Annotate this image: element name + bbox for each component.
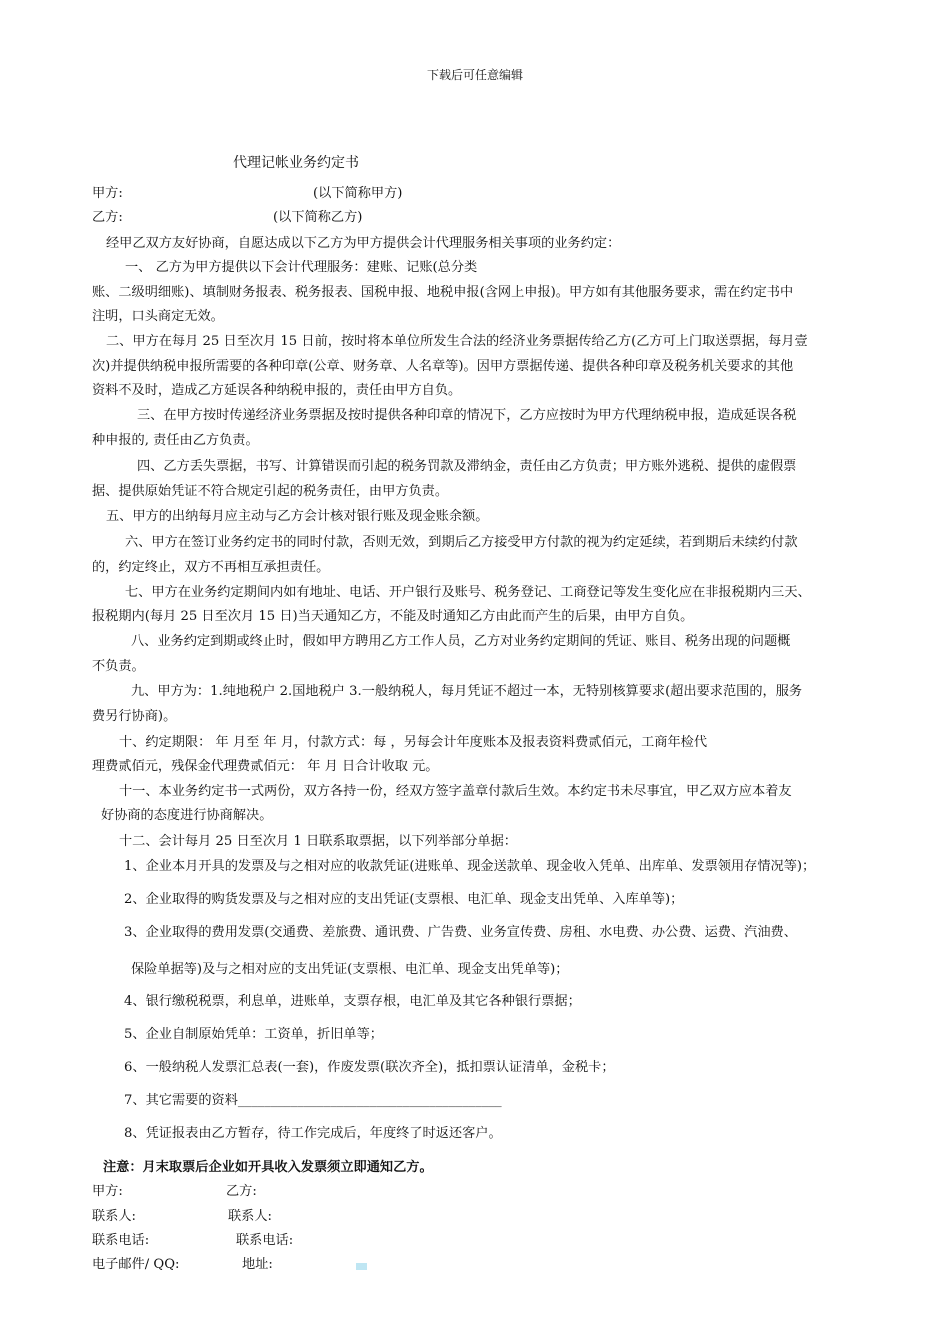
clause-1-line: 账、二级明细账)、填制财务报表、税务报表、国税申报、地税申报(含网上申报)。甲方如有其他服务要求，需在约定书中	[92, 285, 794, 300]
notice-text: 注意：月末取票后企业如开具收入发票须立即通知乙方。	[103, 1160, 433, 1175]
clause-5-line: 五、甲方的出纳每月应主动与乙方会计核对银行账及现金账余额。	[106, 509, 489, 524]
page-header: 下载后可任意编辑	[426, 68, 523, 82]
clause-10-line: 十、约定期限： 年 月至 年 月，付款方式：每 ，另每会计年度账本及报表资料费贰佰元，工商年检代	[119, 735, 708, 750]
clause-1-line: 一、 乙方为甲方提供以下会计代理服务：建账、记账(总分类	[125, 260, 478, 275]
signature-contact-a: 联系人:	[92, 1209, 137, 1224]
signature-contact-b: 联系人:	[228, 1209, 273, 1224]
party-a-note: (以下简称甲方)	[313, 186, 403, 201]
clause-4-line: 据、提供原始凭证不符合规定引起的税务责任，由甲方负责。	[92, 484, 449, 499]
signature-party-b: 乙方:	[226, 1184, 257, 1199]
clause-10-line: 理费贰佰元，残保金代理费贰佰元： 年 月 日合计收取 元。	[92, 759, 439, 774]
clause-8-line: 不负责。	[92, 659, 145, 674]
document-list-item: 6、一般纳税人发票汇总表(一套)，作废发票(联次齐全)，抵扣票认证清单，金税卡；	[124, 1060, 615, 1075]
clause-8-line: 八、业务约定到期或终止时，假如甲方聘用乙方工作人员，乙方对业务约定期间的凭证、账目、税务出现的问题概	[131, 634, 791, 649]
document-list-item: 5、企业自制原始凭单：工资单，折旧单等；	[124, 1027, 383, 1042]
document-list-item: 2、企业取得的购货发票及与之相对应的支出凭证(支票根、电汇单、现金支出凭单、入库单等)；	[124, 892, 684, 907]
clause-4-line: 四、乙方丢失票据，书写、计算错误而引起的税务罚款及滞纳金，责任由乙方负责；甲方账外逃税、提供的虚假票	[137, 459, 797, 474]
clause-6-line: 的，约定终止，双方不再相互承担责任。	[92, 560, 330, 575]
clause-1-line: 注明，口头商定无效。	[92, 309, 224, 324]
document-list-item: 3、企业取得的费用发票(交通费、差旅费、通讯费、广告费、业务宣传费、房租、水电费、办公费、运费、汽油费、	[124, 925, 797, 940]
clause-9-line: 费另行协商)。	[92, 709, 177, 724]
document-title: 代理记帐业务约定书	[233, 155, 359, 171]
signature-address-b: 地址:	[242, 1257, 273, 1272]
document-list-item: 4、银行缴税税票，利息单，进账单，支票存根，电汇单及其它各种银行票据；	[124, 994, 581, 1009]
clause-3-line: 种申报的, 责任由乙方负责。	[92, 433, 259, 448]
document-list-item: 8、凭证报表由乙方暂存，待工作完成后，年度终了时返还客户。	[124, 1126, 502, 1141]
clause-3-line: 三、在甲方按时传递经济业务票据及按时提供各种印章的情况下，乙方应按时为甲方代理纳税申报，造成延误各税	[137, 408, 797, 423]
party-b-label: 乙方:	[92, 210, 123, 225]
clause-12-line: 十二、会计每月 25 日至次月 1 日联系取票据，以下列举部分单据：	[119, 834, 517, 849]
clause-7-line: 报税期内(每月 25 日至次月 15 日)当天通知乙方，不能及时通知乙方由此而产生的后果，由甲方自负。	[92, 609, 694, 624]
clause-9-line: 九、甲方为：1.纯地税户 2.国地税户 3.一般纳税人，每月凭证不超过一本，无特别核算要求(超出要求范围的，服务	[131, 684, 803, 699]
document-list-item: 7、其它需要的资料________________________________________	[124, 1093, 502, 1108]
signature-email-a: 电子邮件/ QQ:	[92, 1257, 180, 1272]
party-b-note: (以下简称乙方)	[273, 210, 363, 225]
signature-party-a: 甲方:	[92, 1184, 123, 1199]
clause-2-line: 资料不及时，造成乙方延误各种纳税申报的，责任由甲方自负。	[92, 383, 462, 398]
clause-11-line: 十一、本业务约定书一式两份，双方各持一份，经双方签字盖章付款后生效。本约定书未尽事宜，甲乙双方应本着友	[119, 784, 792, 799]
intro-paragraph: 经甲乙双方友好协商，自愿达成以下乙方为甲方提供会计代理服务相关事项的业务约定：	[106, 236, 621, 251]
signature-phone-b: 联系电话:	[236, 1233, 294, 1248]
clause-11-line: 好协商的态度进行协商解决。	[101, 808, 273, 823]
clause-6-line: 六、甲方在签订业务约定书的同时付款，否则无效，到期后乙方接受甲方付款的视为约定延续，若到期后未续约付款	[125, 535, 798, 550]
clause-7-line: 七、甲方在业务约定期间内如有地址、电话、开户银行及账号、税务登记、工商登记等发生变化应在非报税期内三天、	[125, 585, 811, 600]
document-list-item: 1、企业本月开具的发票及与之相对应的收款凭证(进账单、现金送款单、现金收入凭单、出库单、发票领用存情况等)；	[124, 859, 816, 874]
party-a-label: 甲方:	[92, 186, 123, 201]
document-list-item: 保险单据等)及与之相对应的支出凭证(支票根、电汇单、现金支出凭单等)；	[131, 962, 569, 977]
clause-2-line: 二、甲方在每月 25 日至次月 15 日前，按时将本单位所发生合法的经济业务票据传给乙方(乙方可上门取送票据，每月壹	[106, 334, 808, 349]
signature-phone-a: 联系电话:	[92, 1233, 150, 1248]
clause-2-line: 次)并提供纳税申报所需要的各种印章(公章、财务章、人名章等)。因甲方票据传递、提供各种印章及税务机关要求的其他	[92, 359, 794, 374]
highlight-mark	[356, 1263, 367, 1270]
